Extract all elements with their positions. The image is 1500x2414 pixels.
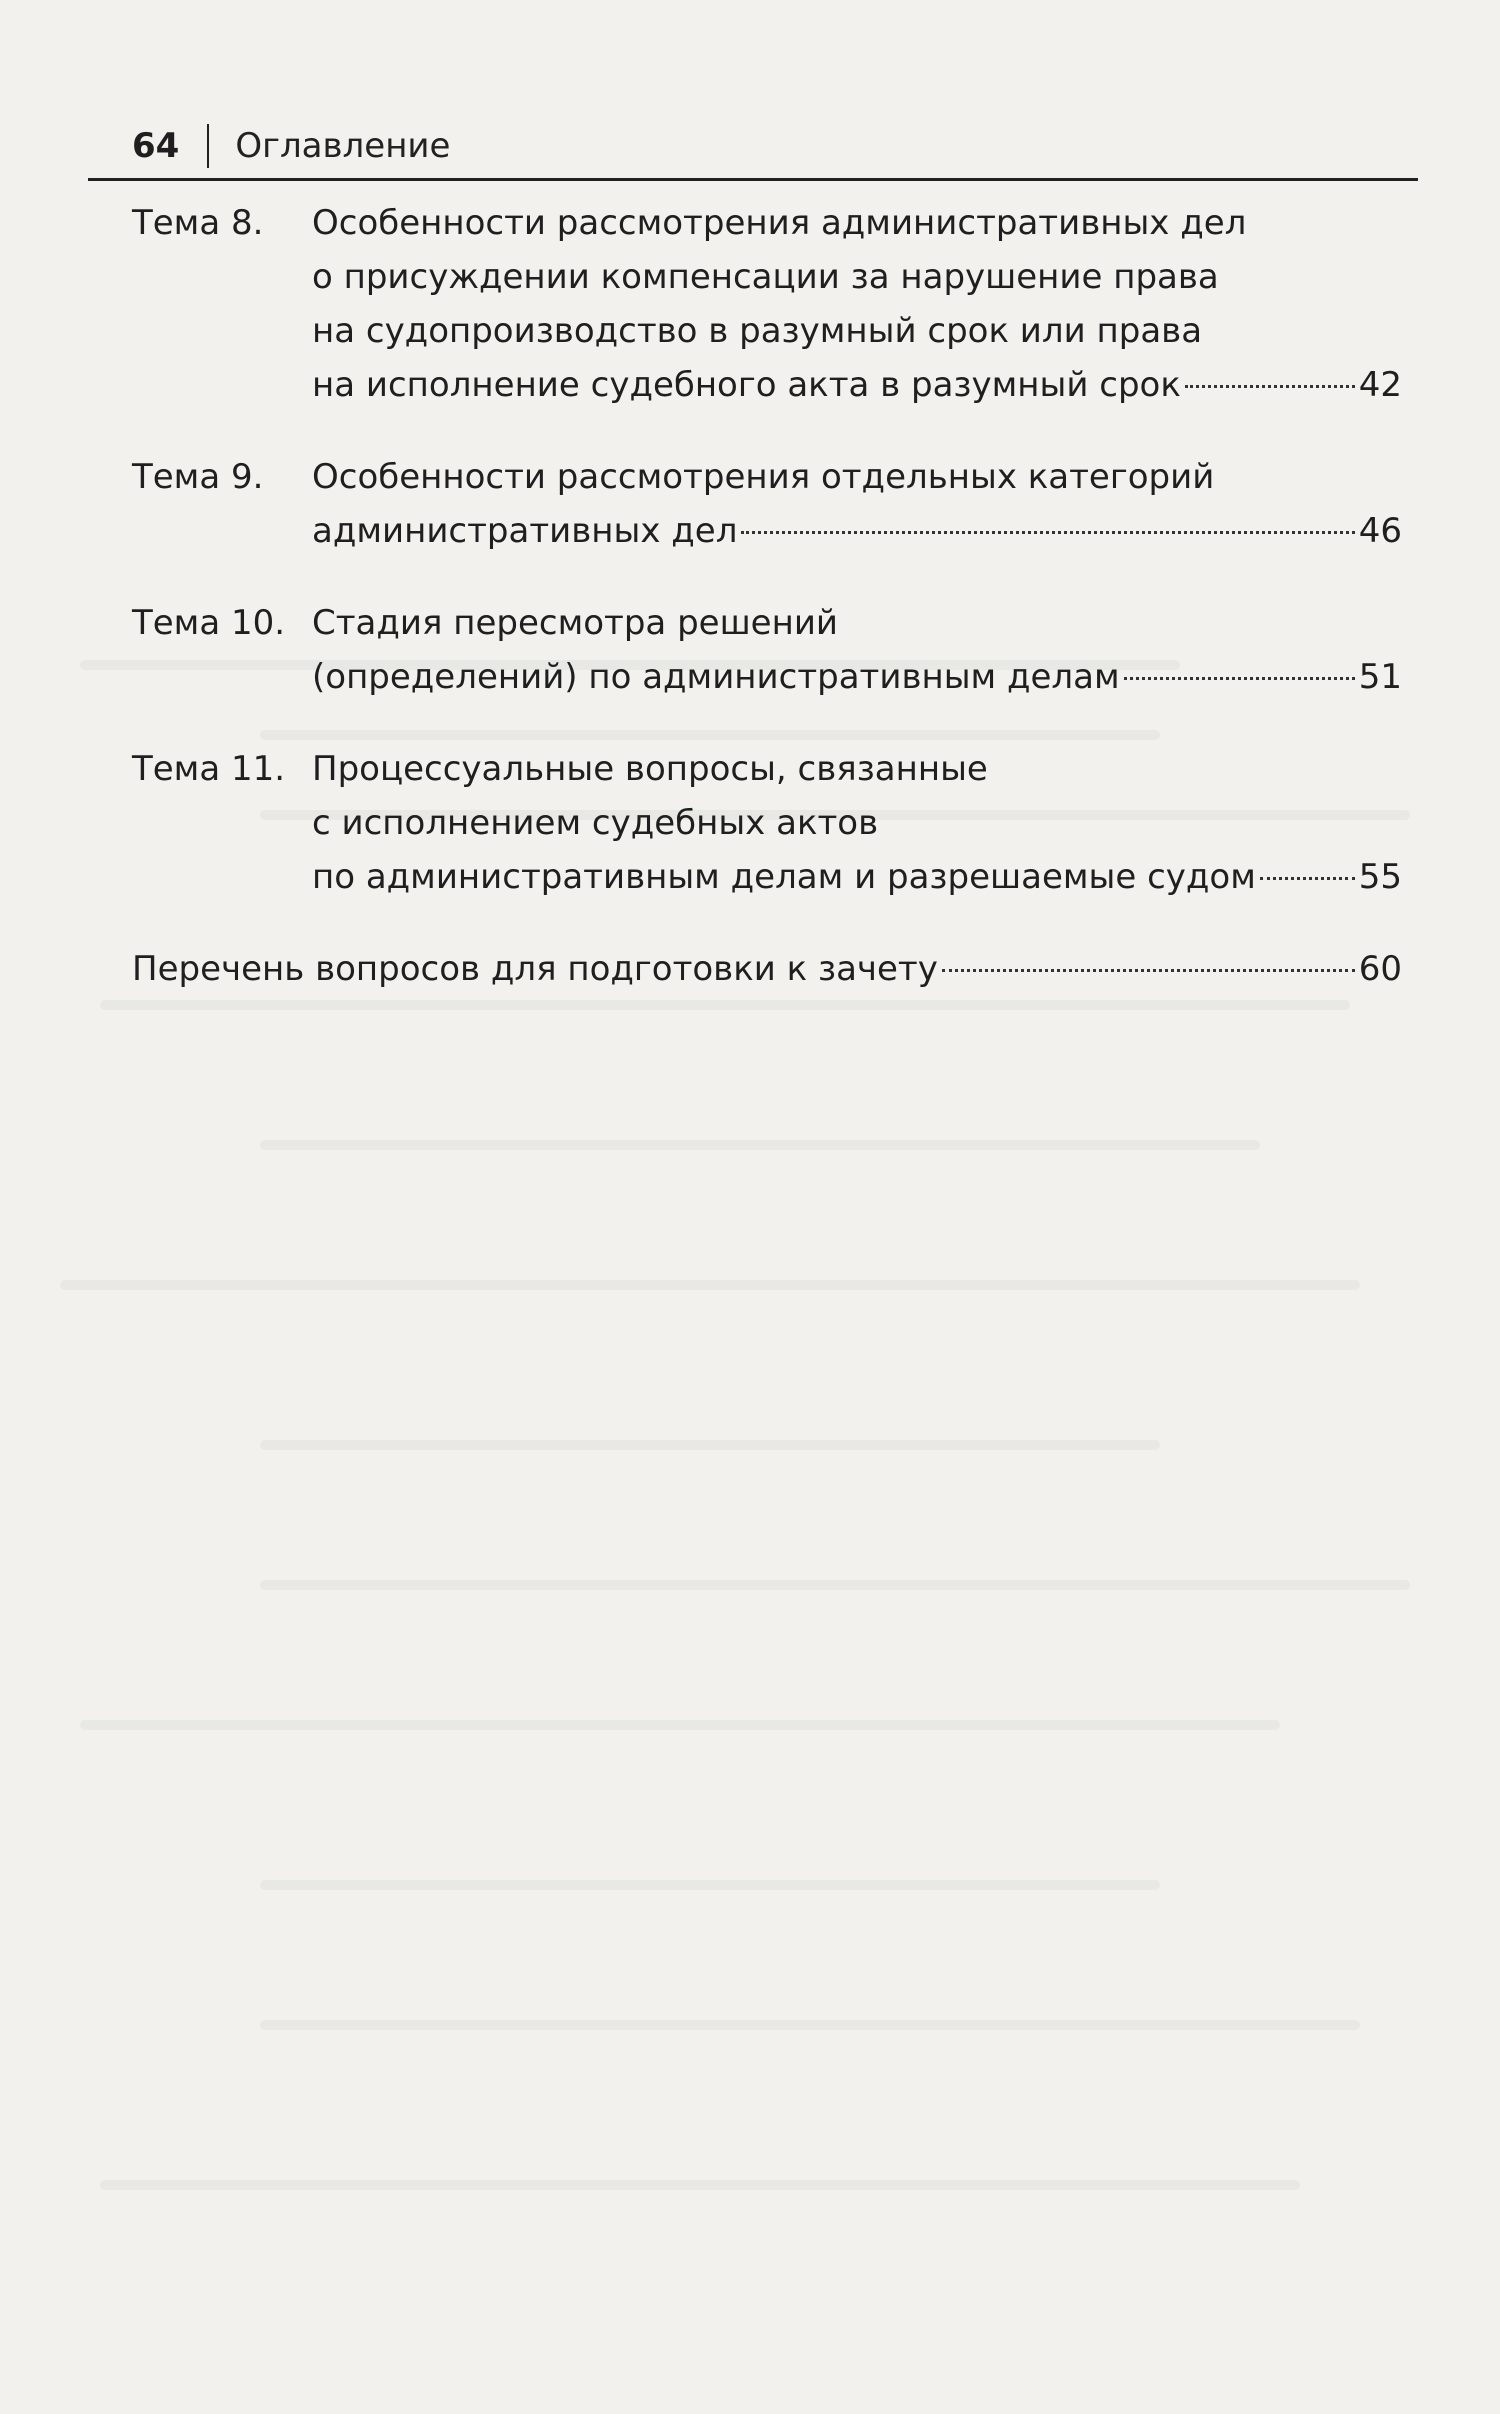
dot-leader xyxy=(942,969,1355,972)
toc-entry-last-line xyxy=(312,850,1402,904)
toc-entry-body xyxy=(312,596,1402,704)
dot-leader xyxy=(1260,877,1355,880)
toc-entry-line: Перечень вопросов для подготовки к зачету xyxy=(132,949,938,989)
toc-entry-line: с исполнением судебных актов xyxy=(312,803,879,843)
toc-entry-last-line xyxy=(312,358,1402,412)
toc-entry-line: административных дел xyxy=(312,511,738,551)
running-header xyxy=(88,112,1418,180)
dot-leader xyxy=(1185,385,1355,388)
toc-entry-last-line xyxy=(312,504,1402,558)
toc-entry-last-line xyxy=(132,942,1402,996)
toc-entry-line: Стадия пересмотра решений xyxy=(312,603,839,643)
toc-entry-topic-8 xyxy=(132,196,1402,412)
toc-page-number: 60 xyxy=(1358,949,1402,989)
toc-entry-line: Особенности рассмотрения отдельных категорий xyxy=(312,457,1215,497)
toc-entry-line: (определений) по административным делам xyxy=(312,657,1120,697)
toc-entry-label: Тема 10. xyxy=(132,603,286,643)
toc-entry-exam-questions xyxy=(132,942,1402,996)
toc-entry-line: по административным делам и разрешаемые судом xyxy=(312,857,1256,897)
header-rule xyxy=(88,178,1418,181)
toc-entry-topic-10 xyxy=(132,596,1402,704)
page-number: 64 xyxy=(132,126,180,166)
toc-entry-label: Тема 11. xyxy=(132,749,286,789)
toc-entry-line: Процессуальные вопросы, связанные xyxy=(312,749,988,789)
running-title: Оглавление xyxy=(235,126,451,166)
toc-entry-label: Тема 8. xyxy=(132,203,264,243)
header-separator xyxy=(207,124,209,168)
toc-entry-body xyxy=(132,942,1402,996)
dot-leader xyxy=(1124,677,1355,680)
toc-entry-body xyxy=(312,742,1402,904)
toc-entry-line: на судопроизводство в разумный срок или права xyxy=(312,311,1203,351)
toc-page-number: 51 xyxy=(1358,657,1402,697)
table-of-contents xyxy=(132,196,1402,1034)
toc-entry-line: о присуждении компенсации за нарушение права xyxy=(312,257,1219,297)
toc-entry-body xyxy=(312,450,1402,558)
dot-leader xyxy=(741,531,1354,534)
toc-page-number: 55 xyxy=(1358,857,1402,897)
toc-entry-last-line xyxy=(312,650,1402,704)
toc-entry-line: Особенности рассмотрения административных дел xyxy=(312,203,1247,243)
toc-entry-body xyxy=(312,196,1402,412)
toc-entry-label: Тема 9. xyxy=(132,457,264,497)
toc-entry-topic-11 xyxy=(132,742,1402,904)
toc-page-number: 42 xyxy=(1358,365,1402,405)
toc-entry-line: на исполнение судебного акта в разумный срок xyxy=(312,365,1181,405)
toc-entry-topic-9 xyxy=(132,450,1402,558)
toc-page-number: 46 xyxy=(1358,511,1402,551)
